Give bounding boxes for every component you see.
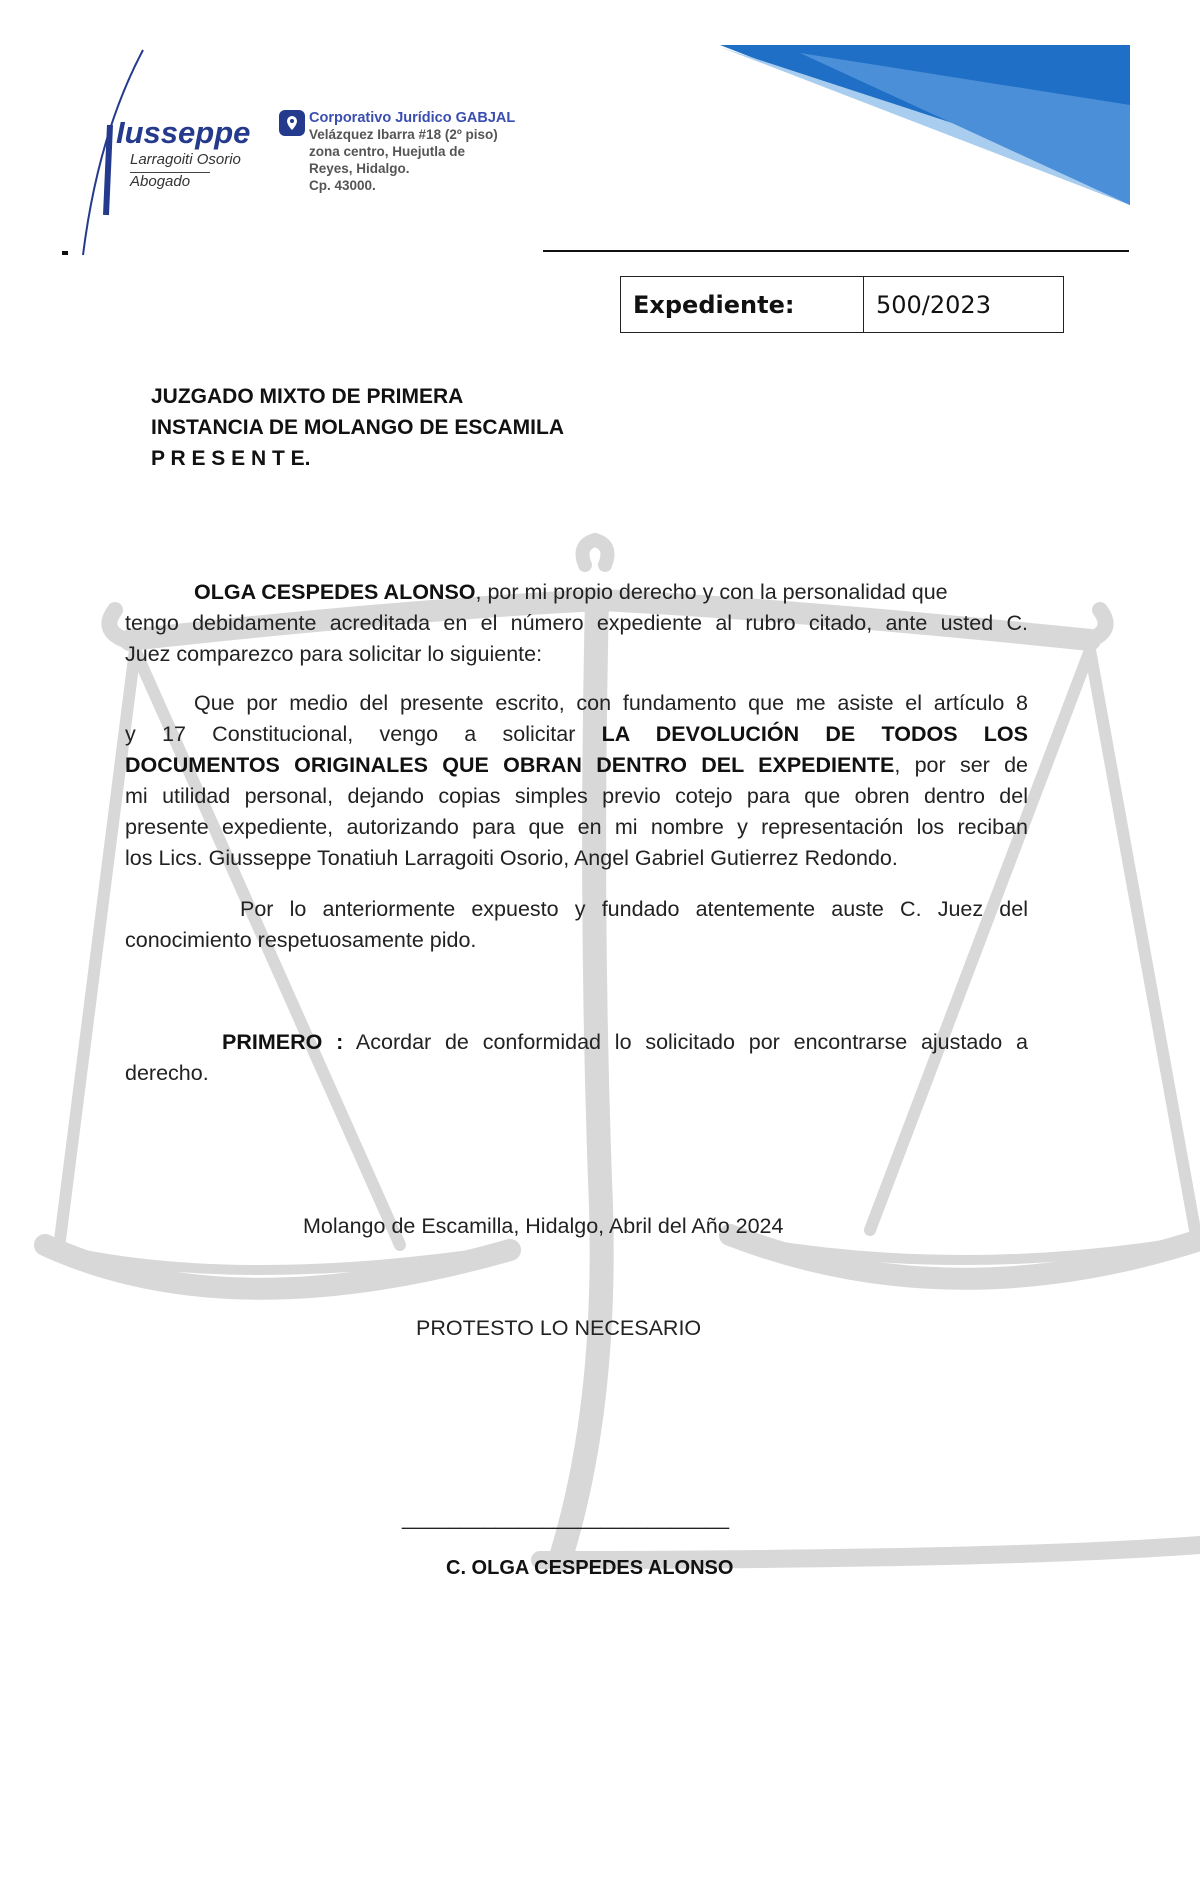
expediente-label: Expediente: <box>621 277 864 332</box>
address-line: Velázquez Ibarra #18 (2º piso) <box>309 127 498 142</box>
corporate-title: Corporativo Jurídico GABJAL <box>309 110 516 126</box>
text-line: derecho. <box>125 1061 209 1085</box>
signature-line: ____________________________ <box>402 1507 730 1530</box>
logo-subtitle-name: Larragoiti Osorio <box>130 151 241 168</box>
logo-subtitle-role: Abogado <box>130 173 191 190</box>
addressee <box>151 381 564 474</box>
request-bold: LA DEVOLUCIÓN DE TODOS LOS <box>601 722 1028 746</box>
text-line: Por lo anteriormente expuesto y fundado atentemente auste C. Juez del <box>240 897 1028 921</box>
header-rule <box>543 250 1129 252</box>
logo <box>78 45 268 260</box>
address-line: Cp. 43000. <box>309 178 376 193</box>
address-line: zona centro, Huejutla de <box>309 144 466 159</box>
paragraph-request <box>125 688 1028 874</box>
text-line: Acordar de conformidad lo solicitado por encontrarse ajustado a <box>343 1030 1028 1054</box>
text-line: Juez comparezco para solicitar lo siguiente: <box>125 642 543 666</box>
request-bold: DOCUMENTOS ORIGINALES QUE OBRAN DENTRO DEL EXPEDIENTE <box>125 753 895 777</box>
address-line: Reyes, Hidalgo. <box>309 161 410 176</box>
text-line: tengo debidamente acreditada en el número expediente al rubro citado, ante usted C. <box>125 611 1028 635</box>
petition <box>125 1027 1028 1089</box>
signer-name: C. OLGA CESPEDES ALONSO <box>446 1557 734 1579</box>
text-line: , por mi propio derecho y con la personalidad que <box>475 580 948 604</box>
header-decoration <box>720 45 1140 210</box>
paragraph-intro <box>125 577 1028 670</box>
addressee-line: INSTANCIA DE MOLANGO DE ESCAMILA <box>151 416 564 439</box>
corporate-block <box>309 110 515 194</box>
text-line: mi utilidad personal, dejando copias simples previo cotejo para que obren dentro del <box>125 784 1028 808</box>
protest-statement: PROTESTO LO NECESARIO <box>416 1316 702 1340</box>
text-line: presente expediente, autorizando para que en mi nombre y representación los reciban <box>125 815 1028 839</box>
text-line: los Lics. Giusseppe Tonatiuh Larragoiti Osorio, Angel Gabriel Gutierrez Redondo. <box>125 846 898 870</box>
place-date: Molango de Escamilla, Hidalgo, Abril del Año 2024 <box>303 1214 784 1238</box>
text-line: y 17 Constitucional, vengo a solicitar <box>125 722 602 746</box>
petitioner-name: OLGA CESPEDES ALONSO <box>194 580 476 604</box>
text-line: , por ser de <box>894 753 1028 777</box>
text-line: Que por medio del presente escrito, con fundamento que me asiste el artículo 8 <box>194 691 1028 715</box>
paragraph-closing <box>125 894 1028 956</box>
header-dot <box>62 251 68 255</box>
addressee-line: P R E S E N T E. <box>151 447 311 470</box>
logo-name: Iusseppe <box>116 115 251 150</box>
expediente-value: 500/2023 <box>876 290 991 319</box>
petition-label: PRIMERO : <box>222 1030 344 1054</box>
map-pin-icon <box>279 110 305 145</box>
expediente-box <box>620 276 1064 333</box>
addressee-line: JUZGADO MIXTO DE PRIMERA <box>151 385 464 408</box>
text-line: conocimiento respetuosamente pido. <box>125 928 477 952</box>
